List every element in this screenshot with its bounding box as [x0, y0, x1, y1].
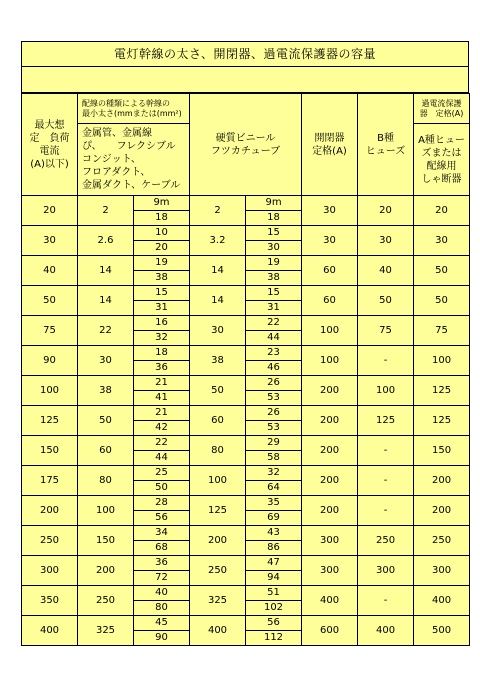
cell-switch-rating: 200 — [302, 466, 358, 496]
cell-load-current: 350 — [22, 586, 78, 616]
cell-pvc-length-2: 18 — [246, 211, 302, 226]
cell-breaker: 125 — [414, 406, 470, 436]
cell-breaker: 30 — [414, 226, 470, 256]
cell-pvc-size: 14 — [190, 256, 246, 286]
table-row — [22, 346, 470, 361]
cell-pvc-size: 125 — [190, 496, 246, 526]
cell-pvc-length-1: 26 — [246, 376, 302, 391]
cell-breaker: 250 — [414, 526, 470, 556]
cell-metal-length-2: 80 — [134, 601, 190, 616]
cell-b-fuse: - — [358, 496, 414, 526]
table-row — [22, 556, 470, 571]
cell-b-fuse: 300 — [358, 556, 414, 586]
cell-load-current: 150 — [22, 436, 78, 466]
table-row — [22, 256, 470, 271]
cell-pvc-length-1: 19 — [246, 256, 302, 271]
cell-metal-size: 14 — [78, 256, 134, 286]
cell-metal-length-1: 15 — [134, 286, 190, 301]
cell-b-fuse: 30 — [358, 226, 414, 256]
table-row — [22, 376, 470, 391]
cell-load-current: 300 — [22, 556, 78, 586]
cell-breaker: 200 — [414, 466, 470, 496]
cell-switch-rating: 300 — [302, 526, 358, 556]
cell-metal-size: 200 — [78, 556, 134, 586]
cell-load-current: 20 — [22, 196, 78, 226]
cell-pvc-length-2: 53 — [246, 391, 302, 406]
cell-pvc-length-1: 43 — [246, 526, 302, 541]
cell-switch-rating: 600 — [302, 616, 358, 646]
table-row — [22, 196, 470, 211]
table-row — [22, 526, 470, 541]
cell-metal-length-2: 36 — [134, 361, 190, 376]
cell-metal-size: 60 — [78, 436, 134, 466]
cell-metal-length-1: 19 — [134, 256, 190, 271]
cell-pvc-length-2: 46 — [246, 361, 302, 376]
cell-pvc-length-1: 15 — [246, 226, 302, 241]
cell-breaker: 500 — [414, 616, 470, 646]
cell-switch-rating: 200 — [302, 436, 358, 466]
cell-load-current: 250 — [22, 526, 78, 556]
cell-metal-size: 22 — [78, 316, 134, 346]
cell-pvc-length-1: 56 — [246, 616, 302, 631]
cell-pvc-length-1: 47 — [246, 556, 302, 571]
cell-switch-rating: 60 — [302, 286, 358, 316]
cell-metal-size: 38 — [78, 376, 134, 406]
cell-pvc-length-2: 44 — [246, 331, 302, 346]
cell-pvc-size: 50 — [190, 376, 246, 406]
cell-breaker: 100 — [414, 346, 470, 376]
cell-b-fuse: - — [358, 466, 414, 496]
cell-breaker: 200 — [414, 496, 470, 526]
cell-switch-rating: 200 — [302, 406, 358, 436]
cell-switch-rating: 60 — [302, 256, 358, 286]
cell-switch-rating: 200 — [302, 376, 358, 406]
cell-pvc-size: 30 — [190, 316, 246, 346]
header-switch-rating: 開閉器 定格(A) — [302, 94, 358, 196]
cell-metal-size: 250 — [78, 586, 134, 616]
cell-b-fuse: 20 — [358, 196, 414, 226]
cell-pvc-length-2: 86 — [246, 541, 302, 556]
cell-pvc-length-2: 112 — [246, 631, 302, 646]
cell-metal-length-2: 90 — [134, 631, 190, 646]
cell-b-fuse: 250 — [358, 526, 414, 556]
cell-load-current: 200 — [22, 496, 78, 526]
cell-pvc-length-1: 51 — [246, 586, 302, 601]
cell-breaker: 150 — [414, 436, 470, 466]
cell-pvc-size: 400 — [190, 616, 246, 646]
cell-pvc-size: 2 — [190, 196, 246, 226]
cell-switch-rating: 100 — [302, 346, 358, 376]
cell-switch-rating: 30 — [302, 226, 358, 256]
cell-pvc-length-1: 26 — [246, 406, 302, 421]
cell-metal-length-1: 36 — [134, 556, 190, 571]
capacity-table — [21, 93, 470, 646]
cell-metal-size: 325 — [78, 616, 134, 646]
cell-metal-size: 150 — [78, 526, 134, 556]
cell-metal-length-1: 16 — [134, 316, 190, 331]
table-row — [22, 466, 470, 481]
cell-breaker: 50 — [414, 286, 470, 316]
cell-metal-length-1: 18 — [134, 346, 190, 361]
cell-metal-length-1: 10 — [134, 226, 190, 241]
cell-metal-size: 50 — [78, 406, 134, 436]
table-row — [22, 406, 470, 421]
cell-load-current: 400 — [22, 616, 78, 646]
cell-breaker: 125 — [414, 376, 470, 406]
cell-b-fuse: 100 — [358, 376, 414, 406]
cell-metal-length-1: 21 — [134, 406, 190, 421]
cell-metal-size: 2.6 — [78, 226, 134, 256]
table-row — [22, 316, 470, 331]
cell-metal-length-2: 20 — [134, 241, 190, 256]
cell-metal-length-2: 44 — [134, 451, 190, 466]
cell-metal-size: 2 — [78, 196, 134, 226]
cell-pvc-length-2: 64 — [246, 481, 302, 496]
cell-pvc-size: 38 — [190, 346, 246, 376]
cell-pvc-size: 250 — [190, 556, 246, 586]
cell-pvc-size: 80 — [190, 436, 246, 466]
cell-pvc-size: 325 — [190, 586, 246, 616]
cell-load-current: 75 — [22, 316, 78, 346]
sheet-title: 電灯幹線の太さ、開閉器、過電流保護器の容量 — [21, 41, 469, 67]
cell-load-current: 90 — [22, 346, 78, 376]
cell-b-fuse: 50 — [358, 286, 414, 316]
cell-load-current: 125 — [22, 406, 78, 436]
cell-metal-size: 14 — [78, 286, 134, 316]
cell-pvc-length-2: 102 — [246, 601, 302, 616]
table-row — [22, 436, 470, 451]
cell-metal-size: 80 — [78, 466, 134, 496]
table-row — [22, 496, 470, 511]
cell-metal-length-2: 18 — [134, 211, 190, 226]
cell-switch-rating: 400 — [302, 586, 358, 616]
cell-metal-length-1: 22 — [134, 436, 190, 451]
cell-pvc-length-1: 29 — [246, 436, 302, 451]
header-protector-sub: A種ヒュー ズまたは 配線用 しゃ断器 — [414, 124, 470, 196]
cell-b-fuse: - — [358, 436, 414, 466]
cell-metal-length-1: 25 — [134, 466, 190, 481]
cell-metal-length-2: 38 — [134, 271, 190, 286]
cell-pvc-size: 100 — [190, 466, 246, 496]
cell-pvc-length-1: 35 — [246, 496, 302, 511]
cell-breaker: 50 — [414, 256, 470, 286]
cell-pvc-length-2: 69 — [246, 511, 302, 526]
cell-pvc-length-1: 15 — [246, 286, 302, 301]
cell-pvc-length-1: 23 — [246, 346, 302, 361]
cell-breaker: 20 — [414, 196, 470, 226]
cell-switch-rating: 30 — [302, 196, 358, 226]
cell-metal-length-1: 9m — [134, 196, 190, 211]
header-load-current: 最大想 定 負荷 電流 (A)以下) — [22, 94, 78, 196]
header-wire-group: 配線の種類による幹線の 最小太さ(mmまたは(mm²) — [78, 94, 190, 124]
cell-pvc-size: 200 — [190, 526, 246, 556]
spreadsheet — [21, 41, 469, 646]
cell-pvc-size: 3.2 — [190, 226, 246, 256]
cell-metal-length-2: 50 — [134, 481, 190, 496]
cell-pvc-length-2: 31 — [246, 301, 302, 316]
cell-b-fuse: 75 — [358, 316, 414, 346]
cell-metal-length-1: 45 — [134, 616, 190, 631]
cell-pvc-length-1: 32 — [246, 466, 302, 481]
table-row — [22, 226, 470, 241]
cell-pvc-length-2: 58 — [246, 451, 302, 466]
cell-metal-length-2: 56 — [134, 511, 190, 526]
cell-pvc-size: 14 — [190, 286, 246, 316]
cell-b-fuse: 400 — [358, 616, 414, 646]
cell-metal-size: 100 — [78, 496, 134, 526]
cell-switch-rating: 200 — [302, 496, 358, 526]
header-protector: 過電流保護 器 定格(A) — [414, 94, 470, 124]
cell-b-fuse: 125 — [358, 406, 414, 436]
table-row — [22, 616, 470, 631]
cell-b-fuse: - — [358, 586, 414, 616]
cell-metal-length-2: 42 — [134, 421, 190, 436]
cell-breaker: 400 — [414, 586, 470, 616]
header-metal-conduit: 金属管、金属線 ぴ、 フレクシブル コンジット、 フロアダクト、 金属ダクト、ケーブル — [78, 124, 190, 196]
cell-pvc-length-2: 53 — [246, 421, 302, 436]
cell-metal-length-1: 40 — [134, 586, 190, 601]
cell-b-fuse: - — [358, 346, 414, 376]
cell-metal-length-1: 28 — [134, 496, 190, 511]
cell-pvc-length-2: 94 — [246, 571, 302, 586]
cell-pvc-length-1: 22 — [246, 316, 302, 331]
header-pvc-conduit: 硬質ビニール フツカチューブ — [190, 94, 302, 196]
cell-load-current: 40 — [22, 256, 78, 286]
table-row — [22, 586, 470, 601]
cell-pvc-length-2: 38 — [246, 271, 302, 286]
cell-load-current: 50 — [22, 286, 78, 316]
cell-pvc-length-2: 30 — [246, 241, 302, 256]
blank-row — [21, 67, 469, 93]
cell-metal-length-2: 72 — [134, 571, 190, 586]
cell-breaker: 75 — [414, 316, 470, 346]
cell-metal-length-2: 31 — [134, 301, 190, 316]
cell-breaker: 300 — [414, 556, 470, 586]
table-row — [22, 286, 470, 301]
header-b-fuse: B種 ヒューズ — [358, 94, 414, 196]
cell-switch-rating: 100 — [302, 316, 358, 346]
cell-pvc-size: 60 — [190, 406, 246, 436]
cell-load-current: 175 — [22, 466, 78, 496]
cell-load-current: 100 — [22, 376, 78, 406]
cell-metal-length-2: 32 — [134, 331, 190, 346]
cell-metal-size: 30 — [78, 346, 134, 376]
cell-pvc-length-1: 9m — [246, 196, 302, 211]
cell-metal-length-1: 21 — [134, 376, 190, 391]
cell-metal-length-2: 41 — [134, 391, 190, 406]
cell-load-current: 30 — [22, 226, 78, 256]
cell-metal-length-2: 68 — [134, 541, 190, 556]
cell-metal-length-1: 34 — [134, 526, 190, 541]
cell-switch-rating: 300 — [302, 556, 358, 586]
cell-b-fuse: 40 — [358, 256, 414, 286]
